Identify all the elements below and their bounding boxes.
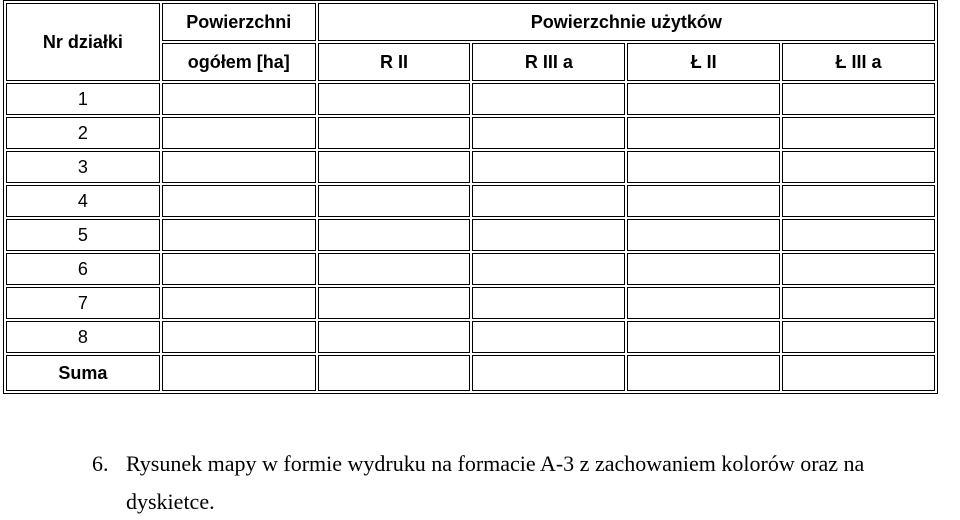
header-land-use-areas: Powierzchnie użytków bbox=[318, 3, 935, 41]
table-row bbox=[6, 83, 935, 115]
table-cell bbox=[782, 219, 935, 251]
table-cell bbox=[782, 151, 935, 183]
table-row bbox=[6, 219, 935, 251]
sum-row bbox=[6, 355, 935, 391]
table-row bbox=[6, 151, 935, 183]
table-cell bbox=[472, 151, 625, 183]
table-cell bbox=[782, 117, 935, 149]
list-item-note bbox=[92, 446, 864, 482]
table-row bbox=[6, 117, 935, 149]
sum-label: Suma bbox=[6, 355, 160, 391]
table-cell bbox=[162, 219, 316, 251]
header-total-area-line1: Powierzchni bbox=[162, 3, 316, 41]
table-cell bbox=[782, 355, 935, 391]
row-label: 2 bbox=[6, 117, 160, 149]
table-cell bbox=[627, 253, 780, 285]
table-row bbox=[6, 253, 935, 285]
table-cell bbox=[318, 185, 471, 217]
table-cell bbox=[162, 253, 316, 285]
table-row bbox=[6, 185, 935, 217]
table-cell bbox=[318, 287, 471, 319]
table-cell bbox=[318, 83, 471, 115]
table-cell bbox=[627, 117, 780, 149]
row-label: 3 bbox=[6, 151, 160, 183]
row-label: 4 bbox=[6, 185, 160, 217]
table-row bbox=[6, 321, 935, 353]
note-text-line2: dyskietce. bbox=[126, 489, 215, 514]
row-label: 1 bbox=[6, 83, 160, 115]
row-label: 8 bbox=[6, 321, 160, 353]
table-cell bbox=[318, 355, 471, 391]
table-cell bbox=[472, 355, 625, 391]
table-cell bbox=[162, 185, 316, 217]
table-cell bbox=[472, 219, 625, 251]
table-cell bbox=[162, 287, 316, 319]
table-cell bbox=[782, 287, 935, 319]
table-cell bbox=[318, 253, 471, 285]
table-cell bbox=[472, 185, 625, 217]
note-text-line1: Rysunek mapy w formie wydruku na formacie A-3 z zachowaniem kolorów oraz na bbox=[126, 451, 865, 476]
table-cell bbox=[472, 287, 625, 319]
table-cell bbox=[162, 355, 316, 391]
table-cell bbox=[782, 83, 935, 115]
list-number: 6. bbox=[92, 451, 109, 476]
table-cell bbox=[318, 117, 471, 149]
table-cell bbox=[162, 151, 316, 183]
parcel-area-table bbox=[3, 0, 938, 394]
row-label: 7 bbox=[6, 287, 160, 319]
table-cell bbox=[472, 117, 625, 149]
table-cell bbox=[472, 321, 625, 353]
table-cell bbox=[782, 185, 935, 217]
row-label: 5 bbox=[6, 219, 160, 251]
table-cell bbox=[318, 151, 471, 183]
table-cell bbox=[627, 355, 780, 391]
header-use-r-iii-a: R III a bbox=[472, 43, 625, 81]
table-cell bbox=[627, 151, 780, 183]
table-cell bbox=[782, 253, 935, 285]
table-cell bbox=[627, 185, 780, 217]
header-parcel-number: Nr działki bbox=[6, 3, 160, 81]
table-cell bbox=[627, 287, 780, 319]
table-cell bbox=[318, 219, 471, 251]
table-cell bbox=[472, 253, 625, 285]
header-total-area-line2: ogółem [ha] bbox=[162, 43, 316, 81]
table-cell bbox=[782, 321, 935, 353]
table-cell bbox=[627, 321, 780, 353]
table-cell bbox=[627, 219, 780, 251]
header-use-l-ii: Ł II bbox=[627, 43, 780, 81]
header-use-r-ii: R II bbox=[318, 43, 471, 81]
table-cell bbox=[162, 117, 316, 149]
table-cell bbox=[162, 321, 316, 353]
table-cell bbox=[627, 83, 780, 115]
table-row bbox=[6, 287, 935, 319]
table-cell bbox=[318, 321, 471, 353]
header-use-l-iii-a: Ł III a bbox=[782, 43, 935, 81]
row-label: 6 bbox=[6, 253, 160, 285]
table-cell bbox=[472, 83, 625, 115]
table-cell bbox=[162, 83, 316, 115]
